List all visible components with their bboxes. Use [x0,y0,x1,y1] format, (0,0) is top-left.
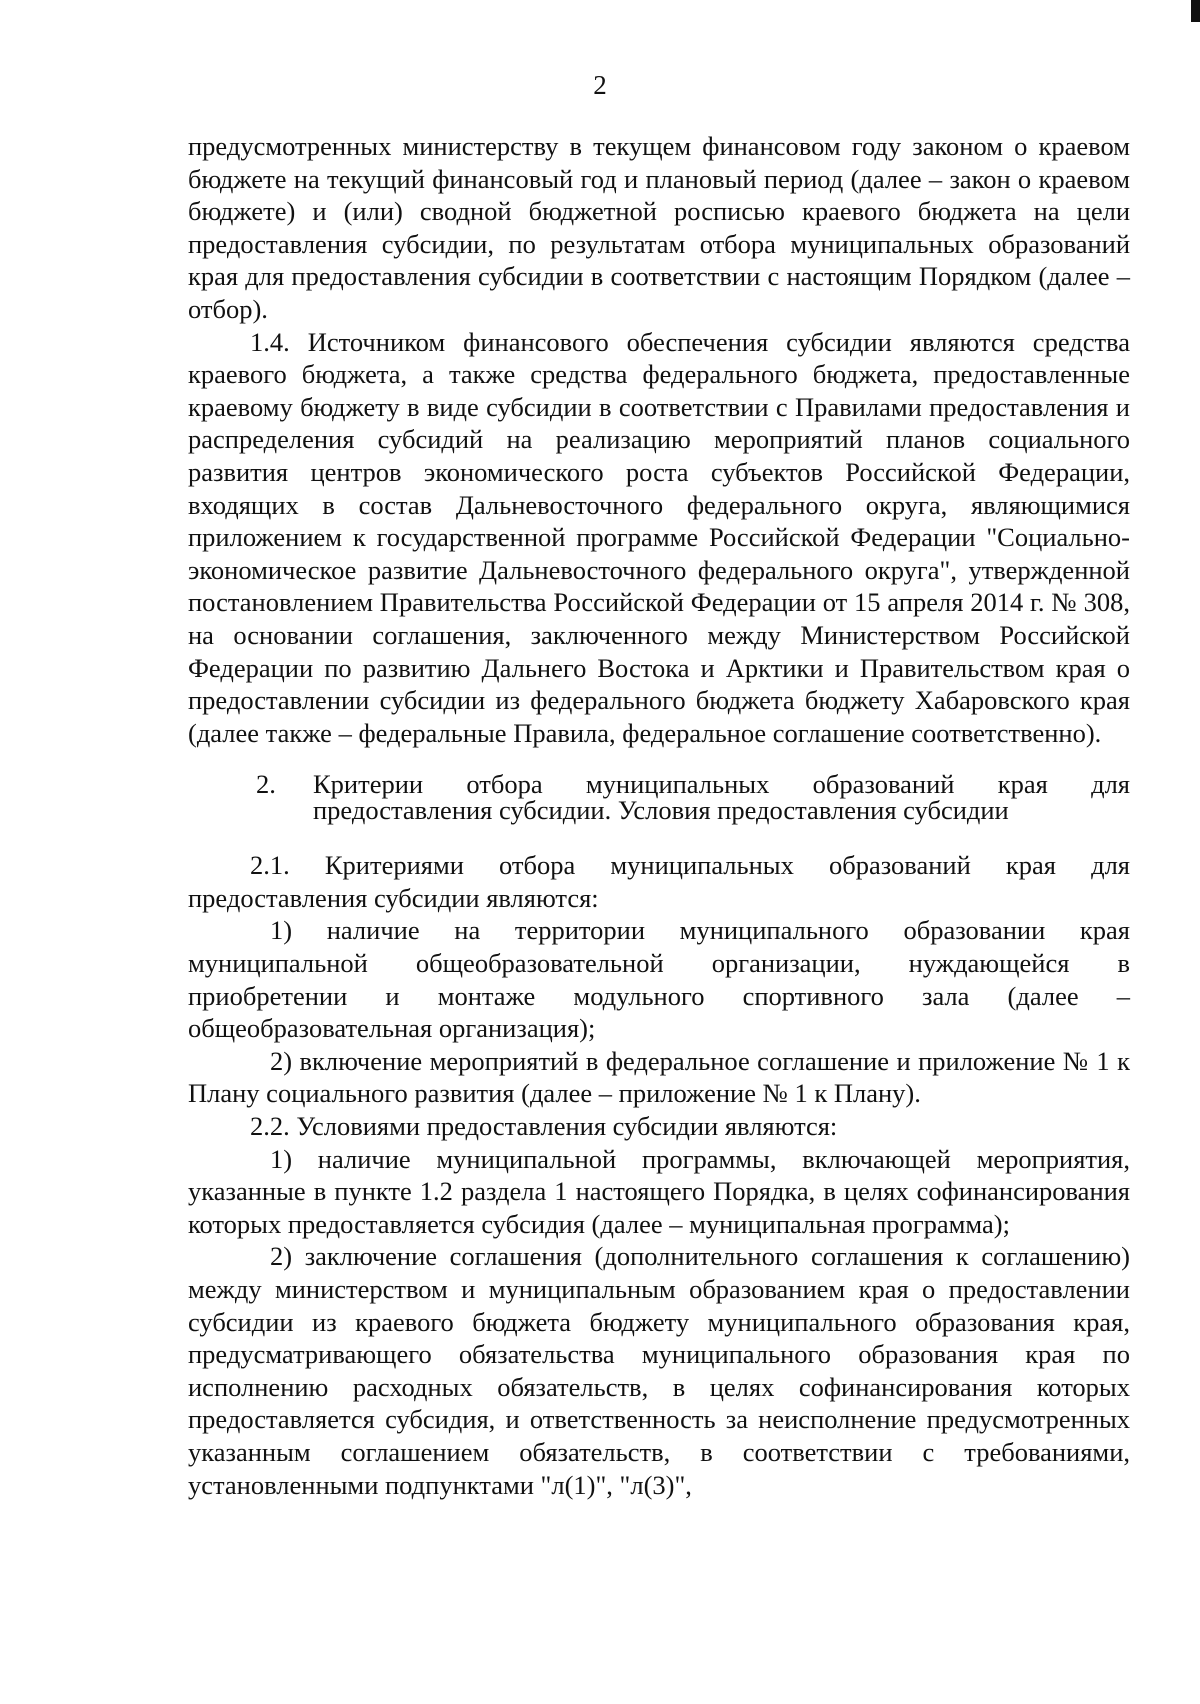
document-body [188,130,1130,1501]
paragraph-2-1: 2.1. Критериями отбора муниципальных образований края для предоставления субсидии являются: [188,850,1130,913]
paragraph: предусмотренных министерству в текущем финансовом году законом о краевом бюджете на текущий финансовый год и плановый период (далее – закон о краевом бюджете) и (или) сводной бюджетной росписью краевого бюджета на цели предоставления субсидии, по результатам отбора муниципальных образований края для предоставления субсидии в соответствии с настоящим Порядком (далее – отбор). [188,131,1130,324]
list-item: 2) заключение соглашения (дополнительного соглашения к соглашению) между министерством и муниципальным образованием края о предоставлении субсидии из краевого бюджета бюджету муниципального образования края, предусматривающего обязательства муниципального образования края по исполнению расходных обязательств, в целях софинансирования которых предоставляется субсидия, и ответственность за неисполнение предусмотренных указанным соглашением обязательств, в соответствии с требованиями, установленными подпунктами "л(1)", "л(3)", [188,1241,1130,1500]
paragraph-1-4: 1.4. Источником финансового обеспечения субсидии являются средства краевого бюджета, а также средства федерального бюджета, предоставленные краевому бюджету в виде субсидии в соответствии с Правилами предоставления и распределения субсидий на реализацию мероприятий планов социального развития центров экономического роста субъектов Российской Федерации, входящих в состав Дальневосточного федерального округа, являющимися приложением к государственной программе Российской Федерации "Социально-экономическое развитие Дальневосточного федерального округа", утвержденной постановлением Правительства Российской Федерации от 15 апреля 2014 г. № 308, на основании соглашения, заключенного между Министерством Российской Федерации по развитию Дальнего Востока и Арктики и Правительством края о предоставлении субсидии из федерального бюджета бюджету Хабаровского края (далее также – федеральные Правила, федеральное соглашение соответственно). [188,326,1130,748]
section-heading-number: 2. [256,769,276,800]
paragraph-2-2: 2.2. Условиями предоставления субсидии являются: [250,1111,838,1142]
list-item: 2) включение мероприятий в федеральное соглашение и приложение № 1 к Плану социального развития (далее – приложение № 1 к Плану). [188,1045,1130,1109]
list-item: 1) наличие муниципальной программы, включающей мероприятия, указанные в пункте 1.2 раздела 1 настоящего Порядка, в целях софинансирования которых предоставляется субсидия (далее – муниципальная программа); [188,1143,1130,1239]
section-heading-text: Критерии отбора муниципальных образований края для предоставления субсидии. Условия предоставления субсидии [313,769,1130,826]
scan-edge-mark [1191,0,1200,22]
list-item: 1) наличие на территории муниципального образовании края муниципальной общеобразовательной организации, нуждающейся в приобретении и монтаже модульного спортивного зала (далее – общеобразовательная организация); [188,915,1130,1044]
section-heading [188,769,1130,826]
page-number: 2 [593,70,607,100]
